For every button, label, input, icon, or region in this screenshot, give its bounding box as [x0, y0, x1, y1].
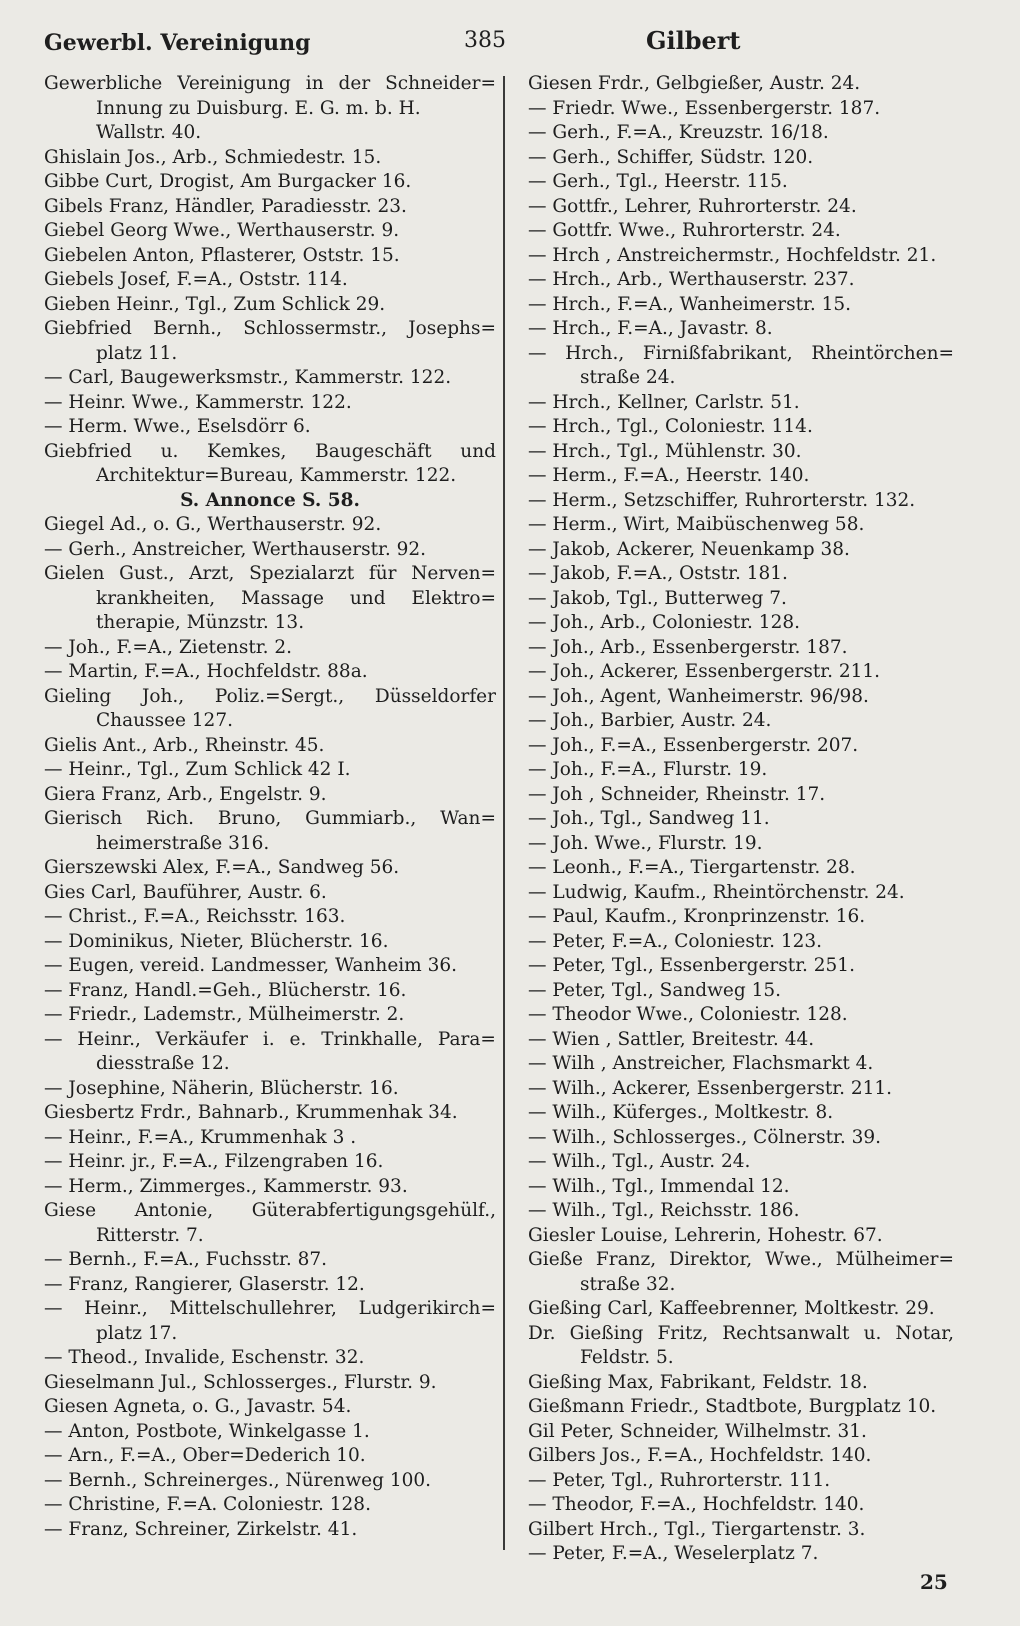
directory-entry-line: — Herm., Wirt, Maibüschenweg 58. [528, 514, 865, 535]
directory-entry-line: heimerstraße 316. [96, 832, 270, 854]
directory-entry-line: Chaussee 127. [96, 710, 233, 731]
directory-entry-line: Ghislain Jos., Arb., Schmiedestr. 15. [44, 146, 382, 168]
directory-entry-line: — Joh., Arb., Coloniestr. 128. [528, 612, 800, 633]
entry-word: Giese [44, 1200, 97, 1221]
directory-entry-line: — Bernh., F.=A., Fuchsstr. 87. [44, 1249, 328, 1270]
entry-word: Franz, [595, 1249, 657, 1270]
running-head-right: Gilbert [646, 26, 741, 55]
entry-word: Hrch., [565, 342, 625, 364]
entry-word: Wwe., [765, 1249, 823, 1270]
entry-word: Dr. [528, 1322, 556, 1344]
directory-entry-line: Architektur=Bureau, Kammerstr. 122. [96, 465, 457, 486]
directory-entry-line: — Hrch., Tgl., Mühlenstr. 30. [528, 440, 802, 462]
directory-entry-line: — Wilh., Tgl., Austr. 24. [528, 1151, 751, 1172]
directory-entry-line: — Wilh., Tgl., Reichsstr. 186. [528, 1200, 800, 1221]
entry-word: Gewerbliche [44, 73, 163, 94]
directory-entry-line: — Theodor Wwe., Coloniestr. 128. [528, 1004, 848, 1025]
directory-entry-line: — Joh., Tgl., Sandweg 11. [528, 808, 770, 829]
entry-word: Rechtsanwalt [722, 1322, 850, 1344]
directory-entry-line: — Friedr. Wwe., Essenbergerstr. 187. [528, 97, 881, 119]
directory-entry-line: — Eugen, vereid. Landmesser, Wanheim 36. [44, 955, 458, 976]
directory-entry-line: — Gerh., Tgl., Heerstr. 115. [528, 171, 788, 192]
directory-entry-line [528, 342, 954, 367]
right-column [528, 72, 954, 1567]
entry-word: in [305, 73, 324, 94]
entry-word: u. [863, 1322, 882, 1344]
directory-entry-line: diesstraße 12. [96, 1053, 230, 1074]
entry-word: Spezialarzt [249, 563, 355, 584]
directory-entry-line [44, 440, 496, 465]
directory-entry-line: — Friedr., Lademstr., Mülheimerstr. 2. [44, 1004, 405, 1025]
entry-word: Direktor, [669, 1249, 753, 1270]
directory-entry-line: Giegel Ad., o. G., Werthauserstr. 92. [44, 514, 382, 535]
entry-word: Gierisch [44, 808, 123, 829]
entry-word: Rich. [146, 808, 195, 829]
entry-word: Verkäufer [155, 1028, 248, 1050]
directory-entry-line: Gießing Carl, Kaffeebrenner, Moltkestr. 29. [528, 1298, 935, 1319]
directory-entry-line: Gießmann Friedr., Stadtbote, Burgplatz 10. [528, 1396, 937, 1417]
running-head-left: Gewerbl. Vereinigung [44, 30, 311, 56]
directory-entry-line: — Gerh., Anstreicher, Werthauserstr. 92. [44, 538, 427, 560]
directory-entry-line: — Joh., Ackerer, Essenbergerstr. 211. [528, 661, 881, 682]
directory-entry-line: Wallstr. 40. [96, 122, 202, 143]
directory-entry-line [44, 562, 496, 587]
directory-entry-line: — Herm. Wwe., Eselsdörr 6. [44, 416, 311, 437]
entry-word: Trinkhalle, [321, 1028, 424, 1050]
directory-entry-line: — Franz, Handl.=Geh., Blücherstr. 16. [44, 979, 407, 1001]
directory-entry-line: — Leonh., F.=A., Tiergartenstr. 28. [528, 857, 856, 878]
entry-word: und [460, 440, 496, 462]
directory-entry-line: Gibbe Curt, Drogist, Am Burgacker 16. [44, 171, 412, 192]
column-divider [503, 76, 505, 1550]
entry-word: Düsseldorfer [374, 685, 496, 707]
directory-entry-line: — Herm., Zimmerges., Kammerstr. 93. [44, 1175, 408, 1197]
directory-entry-line: Gieselmann Jul., Schlosserges., Flurstr. 9. [44, 1371, 437, 1393]
directory-entry-line: platz 11. [96, 342, 178, 364]
entry-word: Heinr., [77, 1028, 141, 1050]
directory-entry-line: platz 17. [96, 1322, 178, 1344]
entry-word: Bruno, [217, 808, 282, 829]
entry-word: Massage [241, 587, 324, 609]
entry-word: Gieße [528, 1249, 583, 1270]
entry-word: Giebfried [44, 440, 132, 462]
directory-entry-line: Gielis Ant., Arb., Rheinstr. 45. [44, 734, 325, 756]
directory-entry-line: — Dominikus, Nieter, Blücherstr. 16. [44, 930, 389, 952]
directory-entry-line: Gießing Max, Fabrikant, Feldstr. 18. [528, 1371, 868, 1393]
directory-entry-line: therapie, Münzstr. 13. [96, 612, 305, 633]
directory-entry-line: — Hrch., Kellner, Carlstr. 51. [528, 391, 800, 413]
directory-entry-line: — Heinr., F.=A., Krummenhak 3 . [44, 1126, 357, 1148]
directory-entry-line: Gilbert Hrch., Tgl., Tiergartenstr. 3. [528, 1518, 866, 1540]
directory-entry-line: — Gerh., F.=A., Kreuzstr. 16/18. [528, 122, 829, 143]
directory-entry-line: — Hrch., Tgl., Coloniestr. 114. [528, 416, 813, 437]
directory-entry-line: — Anton, Postbote, Winkelgasse 1. [44, 1420, 370, 1442]
entry-word: i. [262, 1028, 275, 1050]
directory-entry-line: straße 32. [580, 1273, 676, 1295]
directory-entry-line: — Peter, F.=A., Weselerplatz 7. [528, 1543, 819, 1564]
directory-entry-line: — Peter, Tgl., Essenbergerstr. 251. [528, 955, 855, 976]
directory-entry-line: — Wilh., Schlosserges., Cölnerstr. 39. [528, 1126, 882, 1148]
entry-word: Joh., [141, 685, 185, 707]
directory-entry-line: Feldstr. 5. [580, 1347, 674, 1368]
entry-word: Schlossermstr., [243, 318, 388, 339]
entry-word: Antonie, [134, 1200, 214, 1221]
directory-entry-line: — Joh., F.=A., Zietenstr. 2. [44, 636, 292, 658]
directory-entry-line: — Peter, Tgl., Sandweg 15. [528, 979, 782, 1001]
entry-word: Firnißfabrikant, [642, 342, 793, 364]
entry-word: Vereinigung [177, 73, 291, 94]
directory-entry-line: — Heinr. Wwe., Kammerstr. 122. [44, 391, 352, 413]
directory-entry-line: — Wilh., Küferges., Moltkestr. 8. [528, 1102, 834, 1123]
entry-word: Para= [437, 1028, 496, 1050]
directory-entry-line: — Hrch., Arb., Werthauserstr. 237. [528, 269, 855, 290]
directory-entry-line: — Bernh., Schreinerges., Nürenweg 100. [44, 1469, 432, 1491]
entry-word: Baugeschäft [315, 440, 432, 462]
entry-word: Gielen [44, 563, 105, 584]
directory-entry-line: — Theodor, F.=A., Hochfeldstr. 140. [528, 1494, 865, 1515]
directory-entry-line: — Hrch , Anstreichermstr., Hochfeldstr. 21. [528, 244, 937, 266]
entry-word: für [368, 563, 397, 584]
directory-entry-line: Gilbers Jos., F.=A., Hochfeldstr. 140. [528, 1445, 872, 1466]
directory-entry-line: Gieben Heinr., Tgl., Zum Schlick 29. [44, 293, 386, 315]
directory-entry-line: — Jakob, Ackerer, Neuenkamp 38. [528, 538, 850, 560]
entry-word: Fritz, [657, 1322, 709, 1344]
entry-word: Gießing [569, 1322, 644, 1344]
entry-word: Giebfried [44, 318, 132, 339]
directory-entry-line: — Herm., Setzschiffer, Ruhrorterstr. 132. [528, 489, 916, 511]
entry-word: Elektro= [411, 587, 496, 609]
directory-entry-line: — Gerh., Schiffer, Südstr. 120. [528, 146, 814, 168]
directory-entry-line: Gies Carl, Bauführer, Austr. 6. [44, 881, 327, 903]
directory-entry-line: — Hrch., F.=A., Javastr. 8. [528, 318, 773, 339]
directory-entry-line: — Jakob, Tgl., Butterweg 7. [528, 587, 787, 609]
directory-entry-line [44, 72, 496, 97]
directory-entry-line: — Hrch., F.=A., Wanheimerstr. 15. [528, 293, 852, 315]
directory-entry-line [44, 685, 496, 710]
directory-entry-line [44, 317, 496, 342]
directory-entry-line: Gibels Franz, Händler, Paradiesstr. 23. [44, 195, 407, 217]
directory-entry-line: Ritterstr. 7. [96, 1224, 204, 1246]
directory-entry-line: — Franz, Schreiner, Zirkelstr. 41. [44, 1518, 358, 1540]
entry-word: e. [289, 1028, 307, 1050]
entry-word: Poliz.=Sergt., [214, 685, 345, 707]
entry-word: Mülheimer= [835, 1249, 954, 1270]
directory-entry-line: — Paul, Kaufm., Kronprinzenstr. 16. [528, 906, 866, 927]
directory-entry-line: — Arn., F.=A., Ober=Dederich 10. [44, 1445, 366, 1466]
directory-entry-line: — Heinr. jr., F.=A., Filzengraben 16. [44, 1151, 384, 1172]
directory-entry-line: — Wilh., Tgl., Immendal 12. [528, 1175, 790, 1197]
directory-entry-line: — Martin, F.=A., Hochfeldstr. 88a. [44, 661, 368, 682]
entry-word: krankheiten, [96, 587, 216, 609]
directory-entry-line [44, 1028, 496, 1053]
directory-entry-line: — Carl, Baugewerksmstr., Kammerstr. 122. [44, 367, 452, 388]
directory-entry-line: — Franz, Rangierer, Glaserstr. 12. [44, 1273, 365, 1295]
directory-entry-line: Gil Peter, Schneider, Wilhelmstr. 31. [528, 1420, 867, 1442]
directory-entry-line: — Jakob, F.=A., Oststr. 181. [528, 563, 788, 584]
entry-word: — [528, 342, 547, 364]
sheet-signature: 25 [920, 1570, 948, 1594]
entry-word: Heinr., [84, 1298, 148, 1319]
entry-word: Kemkes, [207, 440, 287, 462]
directory-entry-line [44, 1297, 496, 1322]
directory-entry-line: — Joh., Agent, Wanheimerstr. 96/98. [528, 685, 869, 707]
left-column [44, 72, 496, 1542]
directory-entry-line: — Gottfr. Wwe., Ruhrorterstr. 24. [528, 220, 841, 241]
directory-entry-line: Gierszewski Alex, F.=A., Sandweg 56. [44, 857, 400, 878]
directory-entry-line: — Peter, Tgl., Ruhrorterstr. 111. [528, 1469, 831, 1491]
entry-word: Gust., [119, 563, 175, 584]
directory-entry-line [44, 807, 496, 832]
directory-entry-line: — Ludwig, Kaufm., Rheintörchenstr. 24. [528, 881, 905, 903]
entry-word: Mittelschullehrer, [169, 1298, 337, 1319]
directory-entry-line: Giebels Josef, F.=A., Oststr. 114. [44, 269, 348, 290]
directory-entry-line: — Joh. Wwe., Flurstr. 19. [528, 832, 763, 854]
directory-entry-line: — Joh., F.=A., Flurstr. 19. [528, 759, 768, 780]
entry-word: — [44, 1028, 63, 1050]
entry-word: Gummiarb., [305, 808, 417, 829]
entry-word: Schneider= [385, 73, 496, 94]
directory-entry-line: Giesen Agneta, o. G., Javastr. 54. [44, 1396, 352, 1417]
entry-word: Nerven= [411, 563, 496, 584]
directory-entry-line: — Joh., Barbier, Austr. 24. [528, 710, 772, 731]
page-number: 385 [464, 28, 506, 53]
entry-word: u. [160, 440, 179, 462]
directory-entry-line: Giesbertz Frdr., Bahnarb., Krummenhak 34. [44, 1102, 458, 1123]
directory-entry-line [44, 587, 496, 612]
directory-entry-line: Giera Franz, Arb., Engelstr. 9. [44, 783, 327, 805]
directory-entry-line: Giesen Frdr., Gelbgießer, Austr. 24. [528, 73, 861, 94]
directory-entry-line: — Joh., F.=A., Essenbergerstr. 207. [528, 734, 859, 756]
directory-entry-line: — Heinr., Tgl., Zum Schlick 42 I. [44, 759, 351, 780]
entry-word: und [349, 587, 386, 609]
directory-entry-line: — Christ., F.=A., Reichsstr. 163. [44, 906, 346, 927]
entry-word: Wan= [440, 808, 496, 829]
directory-entry-line: — Josephine, Näherin, Blücherstr. 16. [44, 1077, 399, 1099]
directory-entry-line: Giesler Louise, Lehrerin, Hohestr. 67. [528, 1224, 883, 1246]
directory-entry-line: — Wilh , Anstreicher, Flachsmarkt 4. [528, 1053, 874, 1074]
annonce-note: S. Annonce S. 58. [180, 489, 360, 511]
entry-word: Bernh., [153, 318, 223, 339]
directory-entry-line [528, 1248, 954, 1273]
directory-entry-line: — Peter, F.=A., Coloniestr. 123. [528, 930, 823, 952]
directory-entry-line: — Joh , Schneider, Rheinstr. 17. [528, 783, 826, 805]
directory-entry-line: Giebelen Anton, Pflasterer, Oststr. 15. [44, 244, 400, 266]
directory-entry-line: — Theod., Invalide, Eschenstr. 32. [44, 1347, 365, 1368]
entry-word: Gieling [44, 685, 112, 707]
directory-entry-line: — Wien , Sattler, Breitestr. 44. [528, 1028, 815, 1050]
directory-entry-line: Giebel Georg Wwe., Werthauserstr. 9. [44, 220, 400, 241]
directory-entry-line: — Joh., Arb., Essenbergerstr. 187. [528, 636, 848, 658]
entry-word: Arzt, [189, 563, 235, 584]
entry-word: Rheintörchen= [811, 342, 954, 364]
directory-entry-line: Innung zu Duisburg. E. G. m. b. H. [96, 97, 421, 119]
directory-entry-line: — Christine, F.=A. Coloniestr. 128. [44, 1494, 371, 1515]
entry-word: Notar, [895, 1322, 954, 1344]
entry-word: Josephs= [408, 318, 496, 339]
entry-word: der [338, 73, 371, 94]
entry-word: — [44, 1298, 63, 1319]
entry-word: Güterabfertigungsgehülf., [251, 1200, 496, 1221]
entry-word: Ludgerikirch= [358, 1298, 496, 1319]
directory-entry-line: — Gottfr., Lehrer, Ruhrorterstr. 24. [528, 195, 857, 217]
directory-entry-line: — Wilh., Ackerer, Essenbergerstr. 211. [528, 1077, 893, 1099]
directory-entry-line [528, 1322, 954, 1347]
directory-entry-line [44, 1199, 496, 1224]
directory-entry-line: straße 24. [580, 367, 676, 388]
directory-entry-line: — Herm., F.=A., Heerstr. 140. [528, 465, 810, 486]
